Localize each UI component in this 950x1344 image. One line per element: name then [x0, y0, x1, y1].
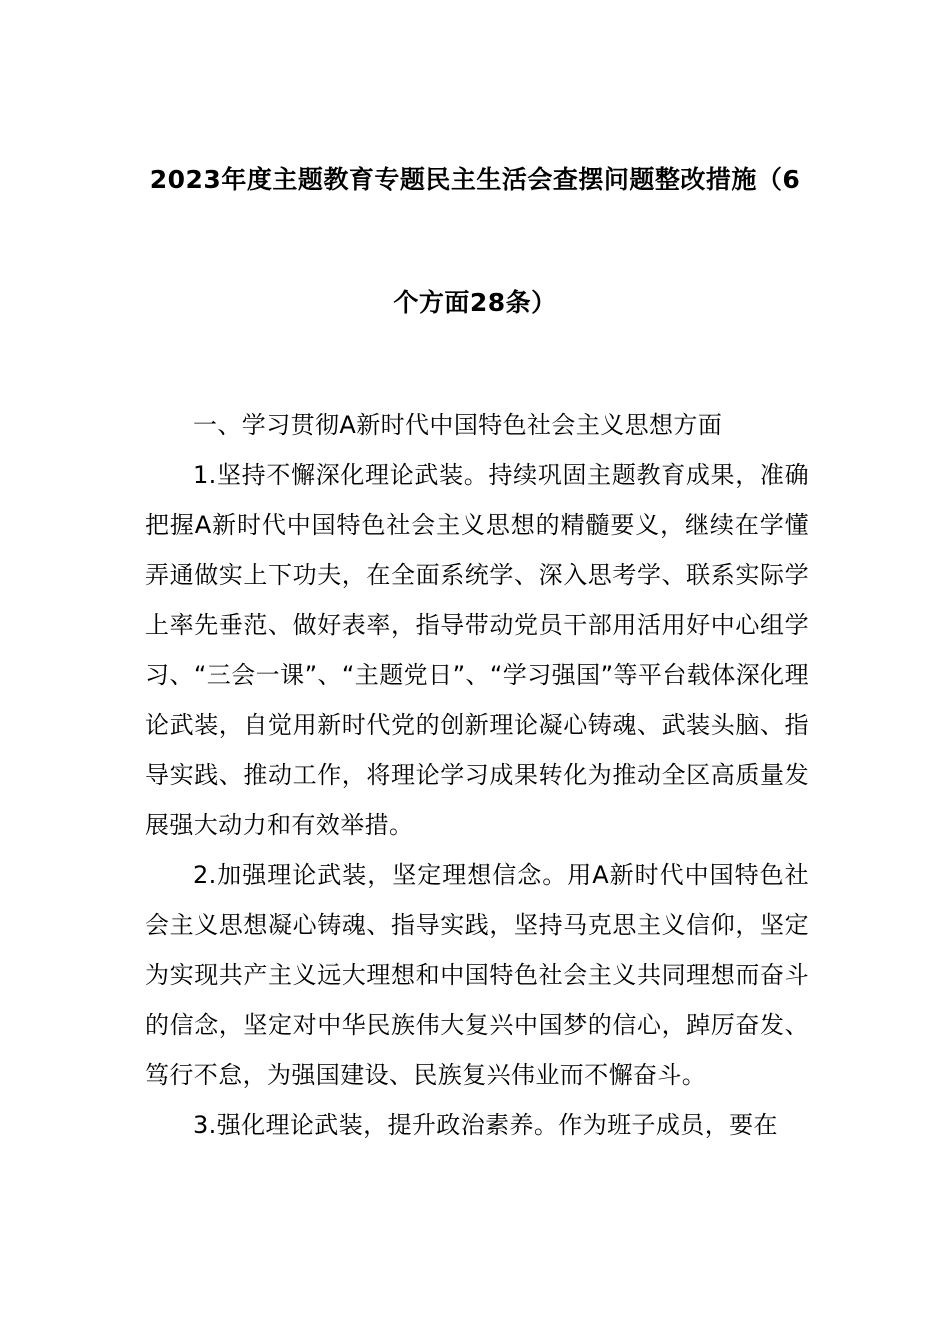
document-title-line-1: 2023年度主题教育专题民主生活会查摆问题整改措施（6: [149, 165, 801, 194]
paragraph-1: 1.坚持不懈深化理论武装。持续巩固主题教育成果，准确把握A新时代中国特色社会主义思想的精髓要义，继续在学懂弄通做实上下功夫，在全面系统学、深入思考学、联系实际学上率先垂范、做好表率，指导带动党员干部用活用好中心组学习、“三会一课”、“主题党日”、“学习强国”等平台载体深化理论武装，自觉用新时代党的创新理论凝心铸魂、武装头脑、指导实践、推动工作，将理论学习成果转化为推动全区高质量发展强大动力和有效举措。: [145, 461, 809, 839]
paragraph-2: 2.加强理论武装，坚定理想信念。用A新时代中国特色社会主义思想凝心铸魂、指导实践，坚持马克思主义信仰，坚定为实现共产主义远大理想和中国特色社会主义共同理想而奋斗的信念，坚定对中华民族伟大复兴中国梦的信心，踔厉奋发、笃行不怠，为强国建设、民族复兴伟业而不懈奋斗。: [145, 861, 809, 1089]
section-heading: 一、学习贯彻A新时代中国特色社会主义思想方面: [193, 411, 723, 439]
document-body: [145, 400, 809, 1150]
paragraph-3: 3.强化理论武装，提升政治素养。作为班子成员，要在: [193, 1111, 778, 1139]
document-title-line-2: 个方面28条）: [393, 288, 557, 317]
